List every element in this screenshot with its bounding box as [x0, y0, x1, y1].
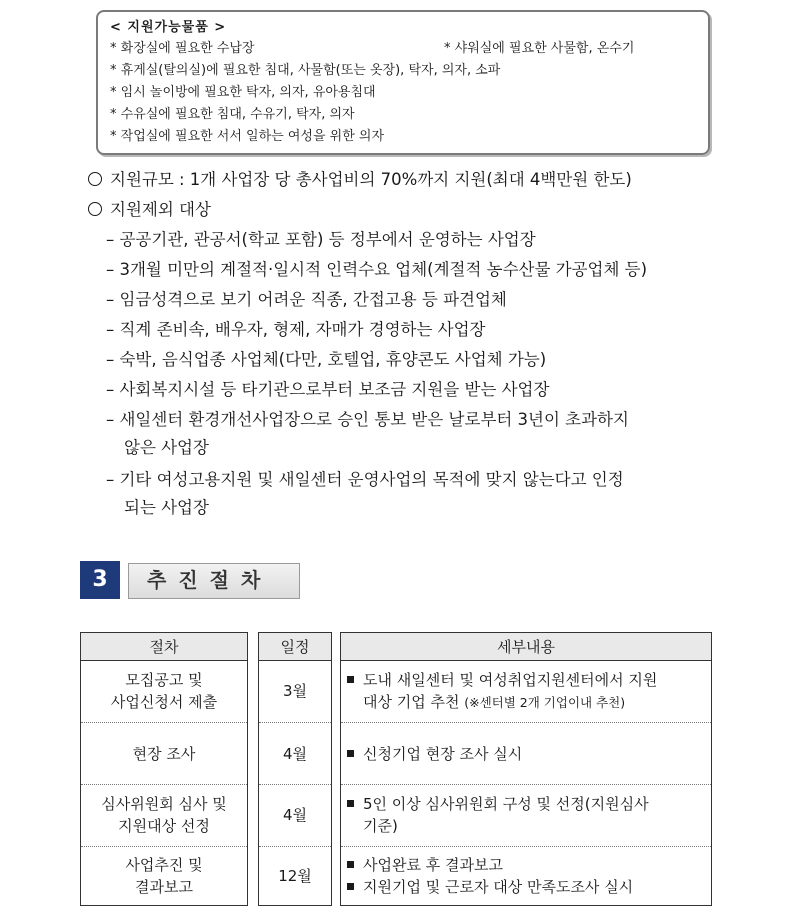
- exclusion-item: – 새일센터 환경개선사업장으로 승인 통보 받은 날로부터 3년이 초과하지: [106, 410, 629, 429]
- exclusion-item: – 숙박, 음식업종 사업체(다만, 호텔업, 휴양콘도 사업체 가능): [106, 350, 547, 369]
- square-bullet-icon: [347, 676, 354, 683]
- support-scale-line: [88, 166, 632, 194]
- exclusion-item: – 3개월 미만의 계절적·일시적 인력수요 업체(계절적 농수산물 가공업체 등): [106, 260, 648, 279]
- eligible-item: * 화장실에 필요한 수납장: [110, 41, 255, 56]
- circle-bullet-icon: [88, 202, 102, 216]
- eligible-item-row: [110, 104, 708, 126]
- table-cell: 심사위원회 심사 및 지원대상 선정: [101, 795, 227, 835]
- table-cell: 사업완료 후 결과보고 지원기업 및 근로자 대상 만족도조사 실시: [341, 847, 711, 905]
- eligible-items-box: [96, 10, 710, 155]
- section-title: 추진절차: [128, 563, 300, 599]
- table-cell: 3월: [282, 682, 308, 700]
- procedure-step-column: [80, 632, 248, 906]
- eligible-item: * 샤워실에 필요한 사물함, 온수기: [444, 41, 635, 56]
- table-cell: 현장 조사: [132, 745, 196, 763]
- square-bullet-icon: [347, 800, 354, 807]
- eligible-item-row: [110, 126, 708, 148]
- table-cell: 5인 이상 심사위원회 구성 및 선정(지원심사 기준): [341, 785, 711, 845]
- column-header: 절차: [81, 633, 247, 661]
- column-header: 세부내용: [341, 633, 711, 661]
- exclusion-item: – 기타 여성고용지원 및 새일센터 운영사업의 목적에 맞지 않는다고 인정: [106, 470, 624, 489]
- column-header: 일정: [259, 633, 331, 661]
- exclusion-item-continued: 되는 사업장: [124, 498, 209, 517]
- exclusion-item: – 사회복지시설 등 타기관으로부터 보조금 지원을 받는 사업장: [106, 380, 550, 399]
- table-cell: 도내 새일센터 및 여성취업지원센터에서 지원 대상 기업 추천 (※센터별 2개 기업이내 추천): [341, 663, 711, 719]
- square-bullet-icon: [347, 883, 354, 890]
- eligible-item-row: [110, 82, 708, 104]
- procedure-date-column: [258, 632, 332, 906]
- exclusion-item-continued: 않은 사업장: [124, 438, 209, 457]
- exclusion-item: – 임금성격으로 보기 어려운 직종, 간접고용 등 파견업체: [106, 290, 507, 309]
- eligible-item: * 수유실에 필요한 침대, 수유기, 탁자, 의자: [110, 107, 355, 122]
- eligible-item-row: [110, 60, 708, 82]
- table-cell: 신청기업 현장 조사 실시: [341, 723, 711, 785]
- exclusion-item: – 공공기관, 관공서(학교 포함) 등 정부에서 운영하는 사업장: [106, 230, 536, 249]
- square-bullet-icon: [347, 750, 354, 757]
- eligible-item: * 작업실에 필요한 서서 일하는 여성을 위한 의자: [110, 129, 385, 144]
- procedure-detail-column: [340, 632, 712, 906]
- circle-bullet-icon: [88, 172, 102, 186]
- table-cell: 모집공고 및 사업신청서 제출: [110, 671, 218, 711]
- eligible-items-title: < 지원가능물품 >: [110, 20, 227, 35]
- eligible-item: * 휴게실(탈의실)에 필요한 침대, 사물함(또는 옷장), 탁자, 의자, 소파: [110, 63, 501, 78]
- exclusion-item: – 직계 존비속, 배우자, 형제, 자매가 경영하는 사업장: [106, 320, 486, 339]
- table-cell: 4월: [282, 745, 308, 763]
- section-number: 3: [80, 561, 120, 599]
- eligible-item: * 임시 놀이방에 필요한 탁자, 의자, 유아용침대: [110, 85, 376, 100]
- square-bullet-icon: [347, 861, 354, 868]
- eligible-item-row: [110, 38, 708, 60]
- table-cell: 사업추진 및 결과보고: [125, 856, 203, 896]
- support-scale-text: 지원규모 : 1개 사업장 당 총사업비의 70%까지 지원(최대 4백만원 한도): [110, 170, 632, 189]
- exclusion-heading: 지원제외 대상: [110, 200, 211, 219]
- table-cell: 12월: [278, 867, 312, 885]
- exclusion-heading-line: [88, 196, 211, 224]
- table-cell: 4월: [282, 806, 308, 824]
